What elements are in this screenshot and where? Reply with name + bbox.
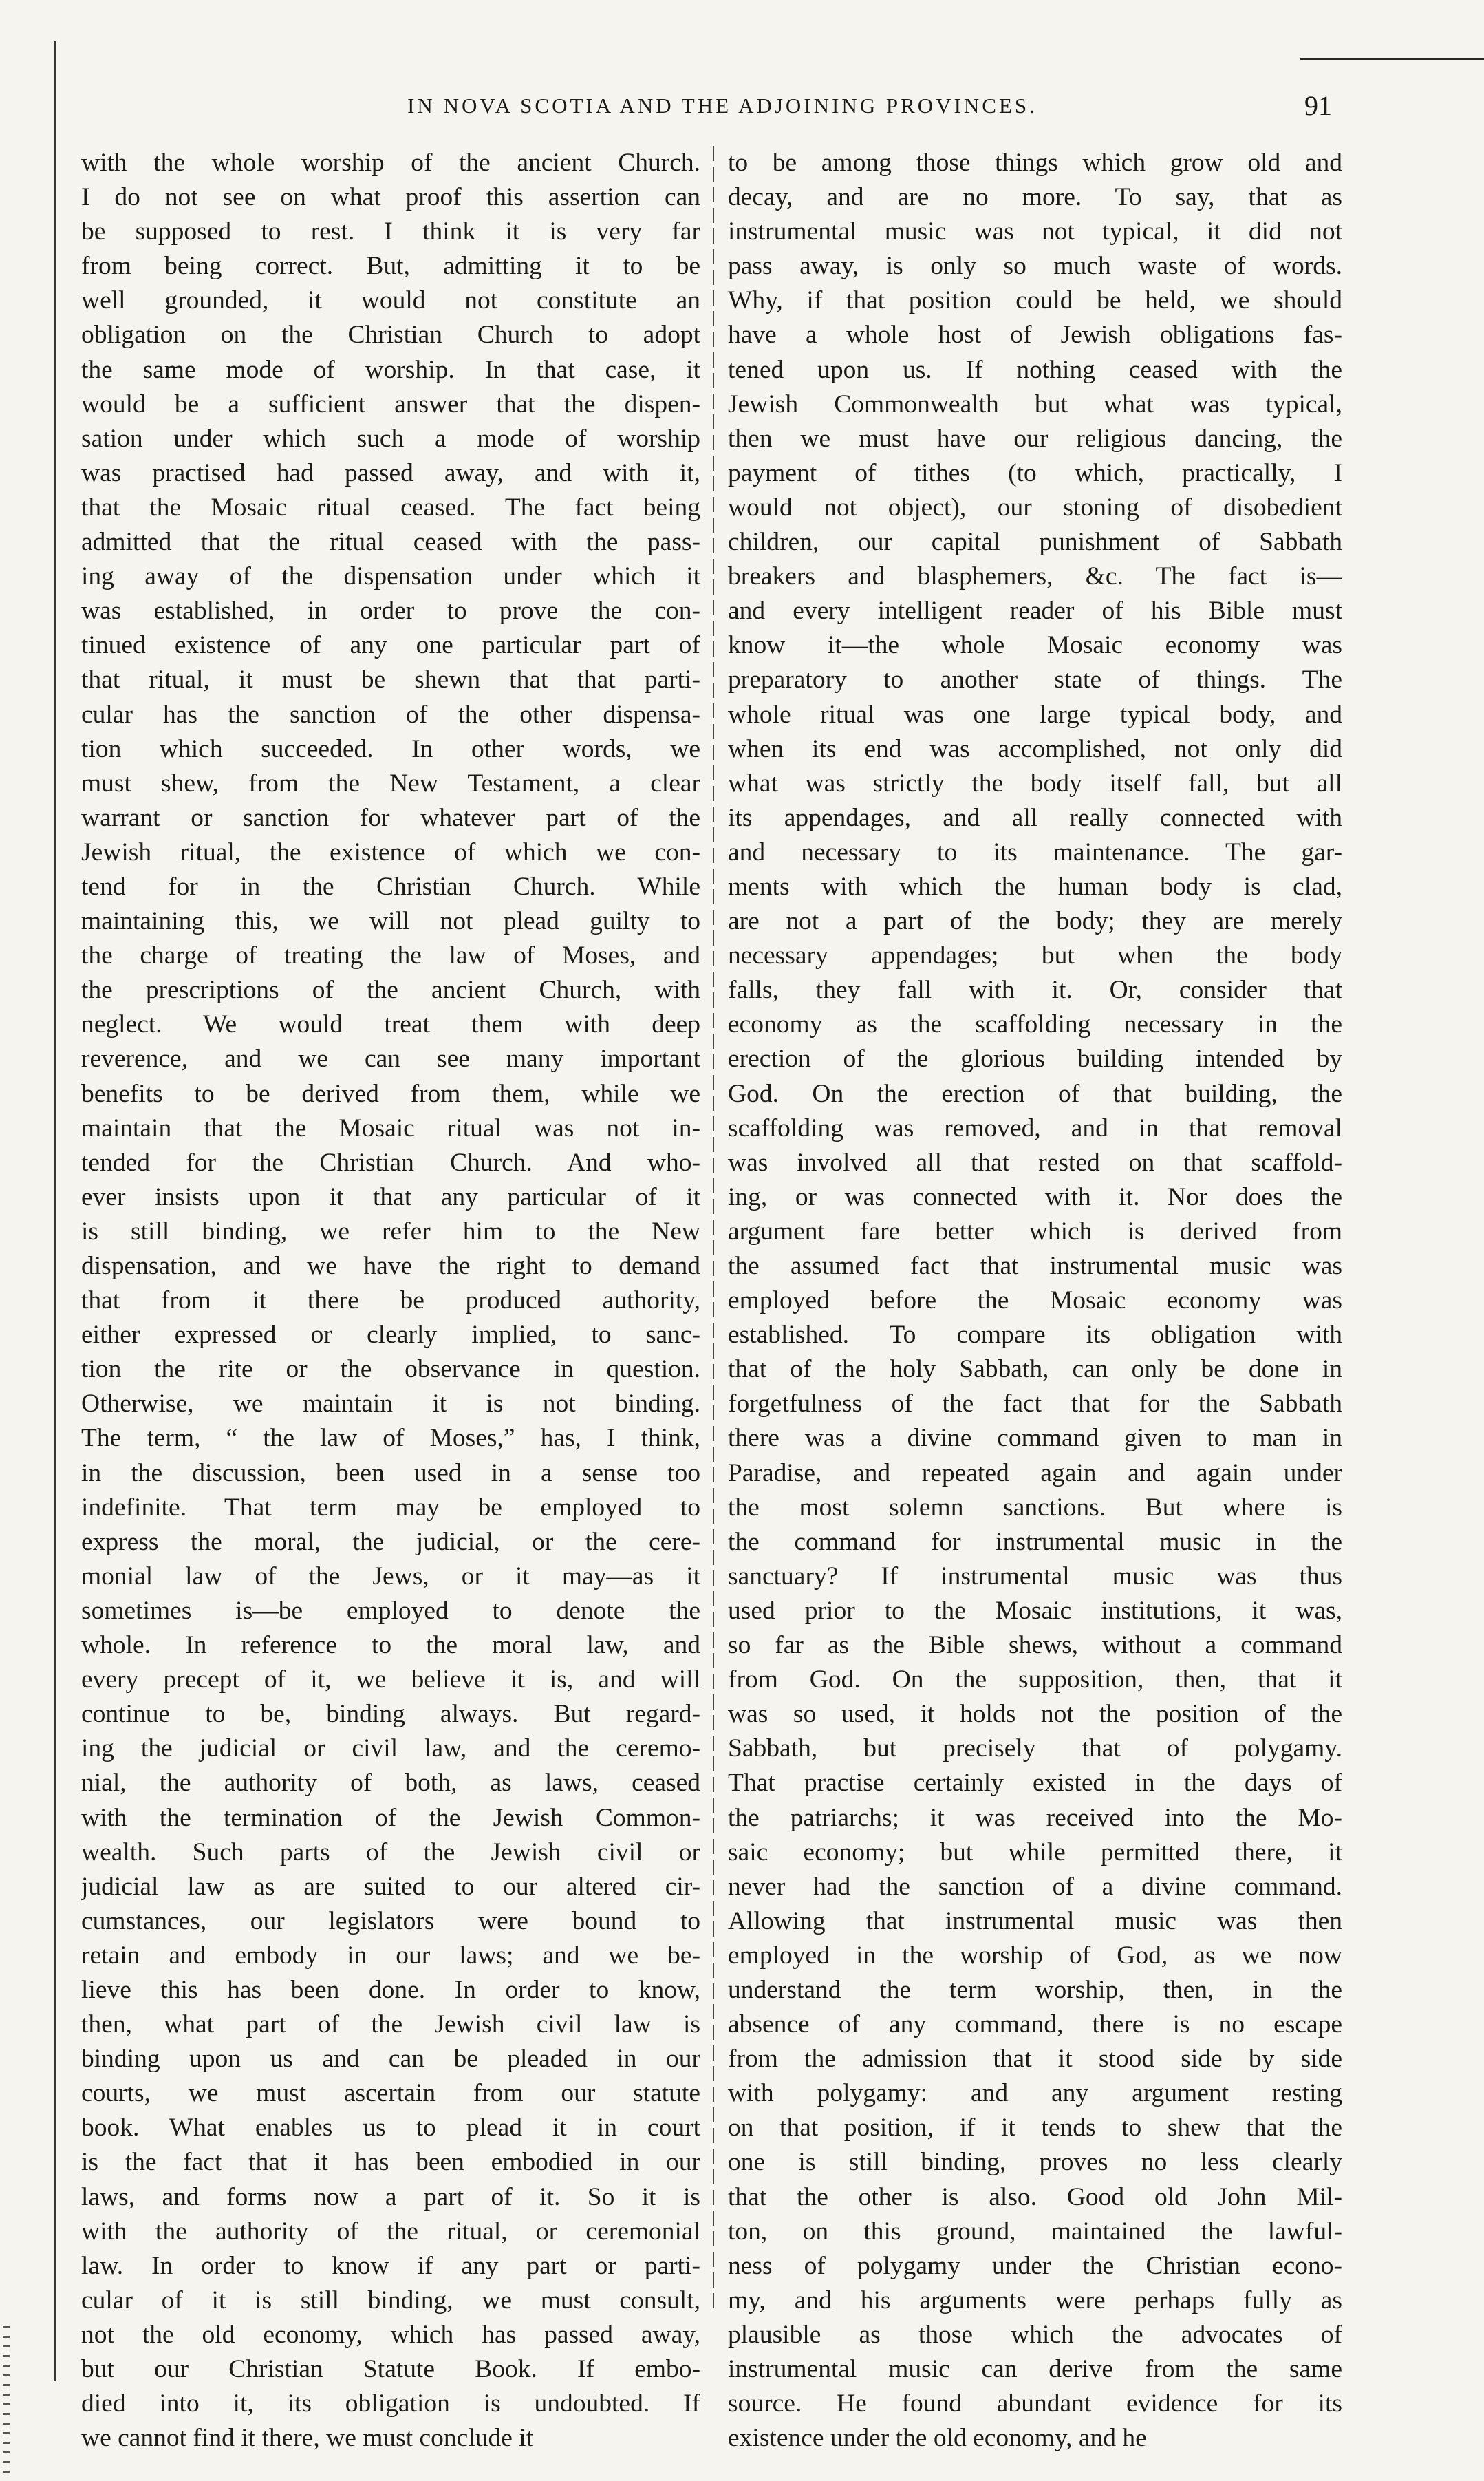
text-line: Otherwise, we maintain it is not binding.: [81, 1389, 700, 1418]
text-line: ments with which the human body is clad,: [728, 872, 1342, 901]
text-line: monial law of the Jews, or it may—as it: [81, 1562, 700, 1590]
text-line: children, our capital punishment of Sabbath: [728, 528, 1342, 557]
text-line: then, what part of the Jewish civil law is: [81, 2010, 700, 2039]
text-line: binding upon us and can be pleaded in our: [81, 2045, 700, 2074]
text-line: but our Christian Statute Book. If embo-: [81, 2355, 700, 2383]
text-line: was involved all that rested on that scaffold-: [728, 1148, 1342, 1177]
text-line: warrant or sanction for whatever part of the: [81, 803, 700, 832]
text-line: one is still binding, proves no less clearly: [728, 2148, 1342, 2177]
text-line: preparatory to another state of things. The: [728, 665, 1342, 694]
text-line: ing, or was connected with it. Nor does the: [728, 1182, 1342, 1211]
text-line: from being correct. But, admitting it to be: [81, 252, 700, 281]
text-line: maintain that the Mosaic ritual was not in-: [81, 1114, 700, 1142]
text-line: express the moral, the judicial, or the cere-: [81, 1527, 700, 1556]
text-line: laws, and forms now a part of it. So it is: [81, 2182, 700, 2211]
text-line: Sabbath, but precisely that of polygamy.: [728, 1734, 1342, 1763]
text-line: existence under the old economy, and he: [728, 2424, 1147, 2453]
text-line: was so used, it holds not the position of the: [728, 1700, 1342, 1729]
text-line: used prior to the Mosaic institutions, it was,: [728, 1596, 1342, 1625]
text-line: sation under which such a mode of worship: [81, 424, 700, 453]
text-line: know it—the whole Mosaic economy was: [728, 631, 1342, 660]
text-line: with the termination of the Jewish Common-: [81, 1803, 700, 1832]
page-number: 91: [1304, 90, 1332, 121]
text-line: the command for instrumental music in the: [728, 1527, 1342, 1556]
text-line: decay, and are no more. To say, that as: [728, 183, 1342, 212]
text-line: Allowing that instrumental music was then: [728, 1906, 1342, 1935]
text-line: law. In order to know if any part or parti-: [81, 2251, 700, 2280]
text-line: instrumental music can derive from the same: [728, 2355, 1342, 2383]
text-line: tend for in the Christian Church. While: [81, 872, 700, 901]
text-line: and every intelligent reader of his Bible must: [728, 597, 1342, 626]
text-line: are not a part of the body; they are merely: [728, 907, 1342, 936]
text-line: understand the term worship, then, in the: [728, 1975, 1342, 2004]
text-line: absence of any command, there is no escape: [728, 2010, 1342, 2039]
text-line: tion the rite or the observance in question.: [81, 1355, 700, 1384]
binding-margin-rule: [54, 41, 56, 2381]
text-line: sanctuary? If instrumental music was thus: [728, 1562, 1342, 1590]
text-line: Why, if that position could be held, we should: [728, 286, 1342, 315]
text-line: necessary appendages; but when the body: [728, 941, 1342, 970]
text-line: book. What enables us to plead it in court: [81, 2113, 700, 2142]
text-line: sometimes is—be employed to denote the: [81, 1596, 700, 1625]
text-line: neglect. We would treat them with deep: [81, 1010, 700, 1039]
text-line: forgetfulness of the fact that for the Sabbath: [728, 1389, 1342, 1418]
text-line: would not object), our stoning of disobedient: [728, 493, 1342, 522]
text-line: there was a divine command given to man in: [728, 1424, 1342, 1453]
text-line: have a whole host of Jewish obligations fas-: [728, 321, 1342, 350]
right-text-column: [728, 146, 1342, 2456]
text-line: be supposed to rest. I think it is very far: [81, 217, 700, 246]
text-line: well grounded, it would not constitute an: [81, 286, 700, 315]
text-line: falls, they fall with it. Or, consider that: [728, 976, 1342, 1005]
text-line: every precept of it, we believe it is, and will: [81, 1665, 700, 1694]
text-line: whole ritual was one large typical body, and: [728, 700, 1342, 729]
text-line: to be among those things which grow old and: [728, 149, 1342, 177]
text-line: nial, the authority of both, as laws, ceased: [81, 1769, 700, 1798]
text-line: its appendages, and all really connected with: [728, 803, 1342, 832]
text-line: that from it there be produced authority,: [81, 1286, 700, 1315]
text-line: retain and embody in our laws; and we be-: [81, 1941, 700, 1970]
text-line: I do not see on what proof this assertion can: [81, 183, 700, 212]
text-line: never had the sanction of a divine command.: [728, 1872, 1342, 1901]
text-line: ever insists upon it that any particular of it: [81, 1182, 700, 1211]
text-line: indefinite. That term may be employed to: [81, 1493, 700, 1522]
text-line: is the fact that it has been embodied in our: [81, 2148, 700, 2177]
text-line: lieve this has been done. In order to know,: [81, 1975, 700, 2004]
text-line: benefits to be derived from them, while we: [81, 1079, 700, 1108]
text-line: from the admission that it stood side by side: [728, 2045, 1342, 2074]
text-line: must shew, from the New Testament, a clear: [81, 769, 700, 798]
text-line: was practised had passed away, and with it,: [81, 458, 700, 487]
text-line: the most solemn sanctions. But where is: [728, 1493, 1342, 1522]
text-line: economy as the scaffolding necessary in the: [728, 1010, 1342, 1039]
text-line: Jewish Commonwealth but what was typical,: [728, 390, 1342, 418]
text-line: we cannot find it there, we must conclude it: [81, 2424, 534, 2453]
text-line: wealth. Such parts of the Jewish civil or: [81, 1838, 700, 1866]
text-line: with the whole worship of the ancient Church.: [81, 149, 700, 177]
text-line: source. He found abundant evidence for its: [728, 2389, 1342, 2418]
page-header: [0, 90, 1484, 135]
text-line: tinued existence of any one particular part of: [81, 631, 700, 660]
text-line: when its end was accomplished, not only did: [728, 734, 1342, 763]
text-line: the same mode of worship. In that case, it: [81, 355, 700, 384]
top-right-rule: [1300, 58, 1484, 60]
text-line: my, and his arguments were perhaps fully as: [728, 2286, 1342, 2314]
text-line: saic economy; but while permitted there, it: [728, 1838, 1342, 1866]
text-line: argument fare better which is derived from: [728, 1217, 1342, 1246]
text-line: dispensation, and we have the right to demand: [81, 1252, 700, 1280]
text-line: continue to be, binding always. But regard-: [81, 1700, 700, 1729]
text-line: then we must have our religious dancing, the: [728, 424, 1342, 453]
text-line: in the discussion, been used in a sense too: [81, 1458, 700, 1487]
text-line: ing the judicial or civil law, and the ceremo-: [81, 1734, 700, 1763]
text-line: with polygamy: and any argument resting: [728, 2079, 1342, 2108]
text-line: what was strictly the body itself fall, but all: [728, 769, 1342, 798]
text-line: and necessary to its maintenance. The gar-: [728, 838, 1342, 866]
text-line: scaffolding was removed, and in that removal: [728, 1114, 1342, 1142]
text-line: from God. On the supposition, then, that it: [728, 1665, 1342, 1694]
text-line: The term, “ the law of Moses,” has, I think,: [81, 1424, 700, 1453]
text-line: payment of tithes (to which, practically, I: [728, 458, 1342, 487]
text-line: pass away, is only so much waste of words.: [728, 252, 1342, 281]
text-line: whole. In reference to the moral law, and: [81, 1631, 700, 1660]
text-line: established. To compare its obligation with: [728, 1321, 1342, 1350]
text-line: instrumental music was not typical, it did not: [728, 217, 1342, 246]
text-line: employed in the worship of God, as we now: [728, 1941, 1342, 1970]
text-line: plausible as those which the advocates of: [728, 2320, 1342, 2349]
text-line: that of the holy Sabbath, can only be done in: [728, 1355, 1342, 1384]
text-line: on that position, if it tends to shew that the: [728, 2113, 1342, 2142]
text-line: that the Mosaic ritual ceased. The fact being: [81, 493, 700, 522]
text-line: maintaining this, we will not plead guilty to: [81, 907, 700, 936]
text-line: ton, on this ground, maintained the lawful-: [728, 2217, 1342, 2246]
text-line: Paradise, and repeated again and again under: [728, 1458, 1342, 1487]
text-line: died into it, its obligation is undoubted. If: [81, 2389, 700, 2418]
text-line: so far as the Bible shews, without a command: [728, 1631, 1342, 1660]
text-line: not the old economy, which has passed away,: [81, 2320, 700, 2349]
text-line: the prescriptions of the ancient Church, with: [81, 976, 700, 1005]
text-line: tended for the Christian Church. And who-: [81, 1148, 700, 1177]
text-line: the charge of treating the law of Moses, and: [81, 941, 700, 970]
text-line: tened upon us. If nothing ceased with the: [728, 355, 1342, 384]
text-line: judicial law as are suited to our altered cir-: [81, 1872, 700, 1901]
text-line: breakers and blasphemers, &c. The fact is—: [728, 562, 1342, 591]
text-line: is still binding, we refer him to the New: [81, 1217, 700, 1246]
text-line: cumstances, our legislators were bound to: [81, 1906, 700, 1935]
text-line: either expressed or clearly implied, to sanc-: [81, 1321, 700, 1350]
text-line: that ritual, it must be shewn that that parti-: [81, 665, 700, 694]
text-line: was established, in order to prove the con-: [81, 597, 700, 626]
text-line: that the other is also. Good old John Mil-: [728, 2182, 1342, 2211]
text-line: That practise certainly existed in the days of: [728, 1769, 1342, 1798]
left-text-column: [81, 146, 700, 2456]
text-line: the assumed fact that instrumental music was: [728, 1252, 1342, 1280]
running-head: IN NOVA SCOTIA AND THE ADJOINING PROVINCES.: [407, 94, 1037, 118]
text-line: erection of the glorious building intended by: [728, 1045, 1342, 1074]
text-line: ness of polygamy under the Christian econo-: [728, 2251, 1342, 2280]
text-line: God. On the erection of that building, the: [728, 1079, 1342, 1108]
edge-tick-marks: [3, 2326, 10, 2478]
text-line: Jewish ritual, the existence of which we con-: [81, 838, 700, 866]
text-line: admitted that the ritual ceased with the pass-: [81, 528, 700, 557]
text-line: courts, we must ascertain from our statute: [81, 2079, 700, 2108]
text-line: cular has the sanction of the other dispensa-: [81, 700, 700, 729]
text-line: with the authority of the ritual, or ceremonial: [81, 2217, 700, 2246]
column-divider: [713, 146, 714, 2314]
text-line: ing away of the dispensation under which it: [81, 562, 700, 591]
text-line: the patriarchs; it was received into the Mo-: [728, 1803, 1342, 1832]
text-line: would be a sufficient answer that the dispen-: [81, 390, 700, 418]
text-line: obligation on the Christian Church to adopt: [81, 321, 700, 350]
text-line: reverence, and we can see many important: [81, 1045, 700, 1074]
text-line: cular of it is still binding, we must consult,: [81, 2286, 700, 2314]
text-line: employed before the Mosaic economy was: [728, 1286, 1342, 1315]
text-line: tion which succeeded. In other words, we: [81, 734, 700, 763]
